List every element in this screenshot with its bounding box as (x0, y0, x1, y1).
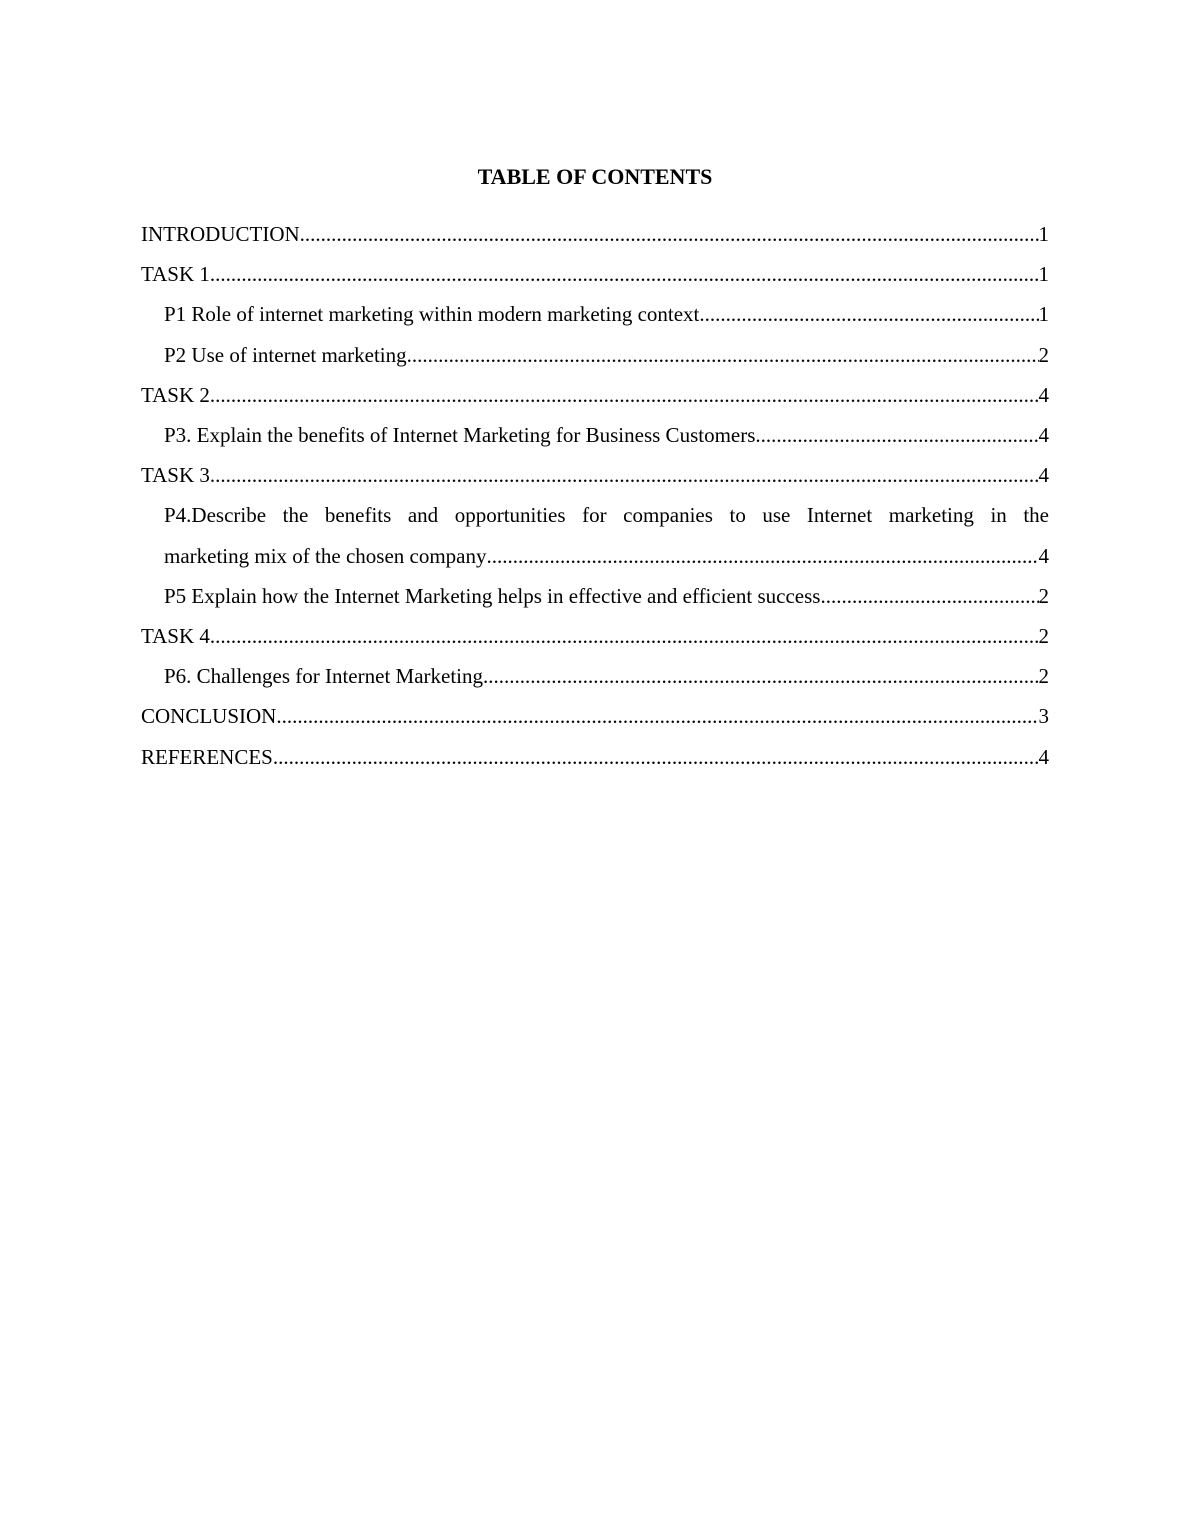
toc-leader-dots (300, 214, 1039, 254)
toc-entry-label: P1 Role of internet marketing within modern marketing context (164, 302, 700, 327)
toc-entry-page: 4 (1038, 382, 1049, 407)
toc-entry-p6[interactable] (141, 656, 1049, 696)
toc-entry-page: 4 (1038, 543, 1049, 568)
toc-entry-page: 1 (1038, 262, 1049, 287)
toc-leader-dots (407, 335, 1039, 375)
toc-entry-label: TASK 2 (141, 382, 210, 407)
toc-entry-label: P3. Explain the benefits of Internet Marketing for Business Customers (164, 423, 756, 448)
toc-entry-label: CONCLUSION (141, 704, 277, 729)
toc-entry-page: 2 (1038, 624, 1049, 649)
toc-entry-label: INTRODUCTION (141, 222, 300, 246)
toc-entry-page: 1 (1038, 302, 1049, 327)
toc-entry-page: 2 (1038, 664, 1049, 689)
toc-entry-page: 3 (1038, 704, 1049, 729)
toc-leader-dots (487, 536, 1039, 576)
toc-entry-label-line-1: P4.Describe the benefits and opportunities for companies to use Internet marketing in the (164, 503, 1049, 528)
toc-entry-label: P6. Challenges for Internet Marketing (164, 664, 483, 689)
toc-leader-dots (276, 696, 1038, 736)
table-of-contents (141, 214, 1049, 777)
toc-entry-page: 4 (1038, 423, 1049, 448)
toc-entry-page: 1 (1038, 222, 1049, 246)
toc-entry-conclusion[interactable] (141, 696, 1049, 736)
toc-entry-page: 2 (1038, 583, 1049, 608)
toc-leader-dots (755, 415, 1038, 455)
toc-entry-task-3[interactable] (141, 455, 1049, 495)
toc-entry-p1[interactable] (141, 294, 1049, 334)
toc-entry-label: TASK 3 (141, 463, 210, 488)
toc-leader-dots (210, 254, 1039, 294)
toc-entry-label: TASK 4 (141, 624, 210, 649)
toc-entry-label: P2 Use of internet marketing (164, 342, 407, 367)
toc-entry-label-line-2: marketing mix of the chosen company (164, 543, 487, 568)
toc-entry-label: P5 Explain how the Internet Marketing helps in effective and efficient success (164, 583, 821, 608)
toc-entry-page: 2 (1038, 342, 1049, 367)
toc-entry-p3[interactable] (141, 415, 1049, 455)
toc-entry-page: 4 (1038, 463, 1049, 488)
toc-entry-p2[interactable] (141, 335, 1049, 375)
toc-leader-dots (699, 294, 1038, 334)
toc-leader-dots (210, 455, 1039, 495)
toc-title: TABLE OF CONTENTS (477, 164, 713, 189)
toc-leader-dots (210, 616, 1039, 656)
toc-entry-p5[interactable] (141, 576, 1049, 616)
toc-leader-dots (210, 375, 1039, 415)
toc-entry-task-2[interactable] (141, 375, 1049, 415)
toc-leader-dots (483, 656, 1039, 696)
toc-entry-references[interactable] (141, 737, 1049, 777)
toc-entry-p4[interactable] (141, 495, 1049, 575)
toc-leader-dots (273, 737, 1039, 777)
toc-entry-label: TASK 1 (141, 262, 210, 287)
toc-entry-task-4[interactable] (141, 616, 1049, 656)
toc-entry-task-1[interactable] (141, 254, 1049, 294)
toc-entry-page: 4 (1038, 744, 1049, 769)
toc-entry-label: REFERENCES (141, 744, 273, 769)
toc-leader-dots (820, 576, 1038, 616)
toc-entry-introduction[interactable] (141, 214, 1049, 254)
